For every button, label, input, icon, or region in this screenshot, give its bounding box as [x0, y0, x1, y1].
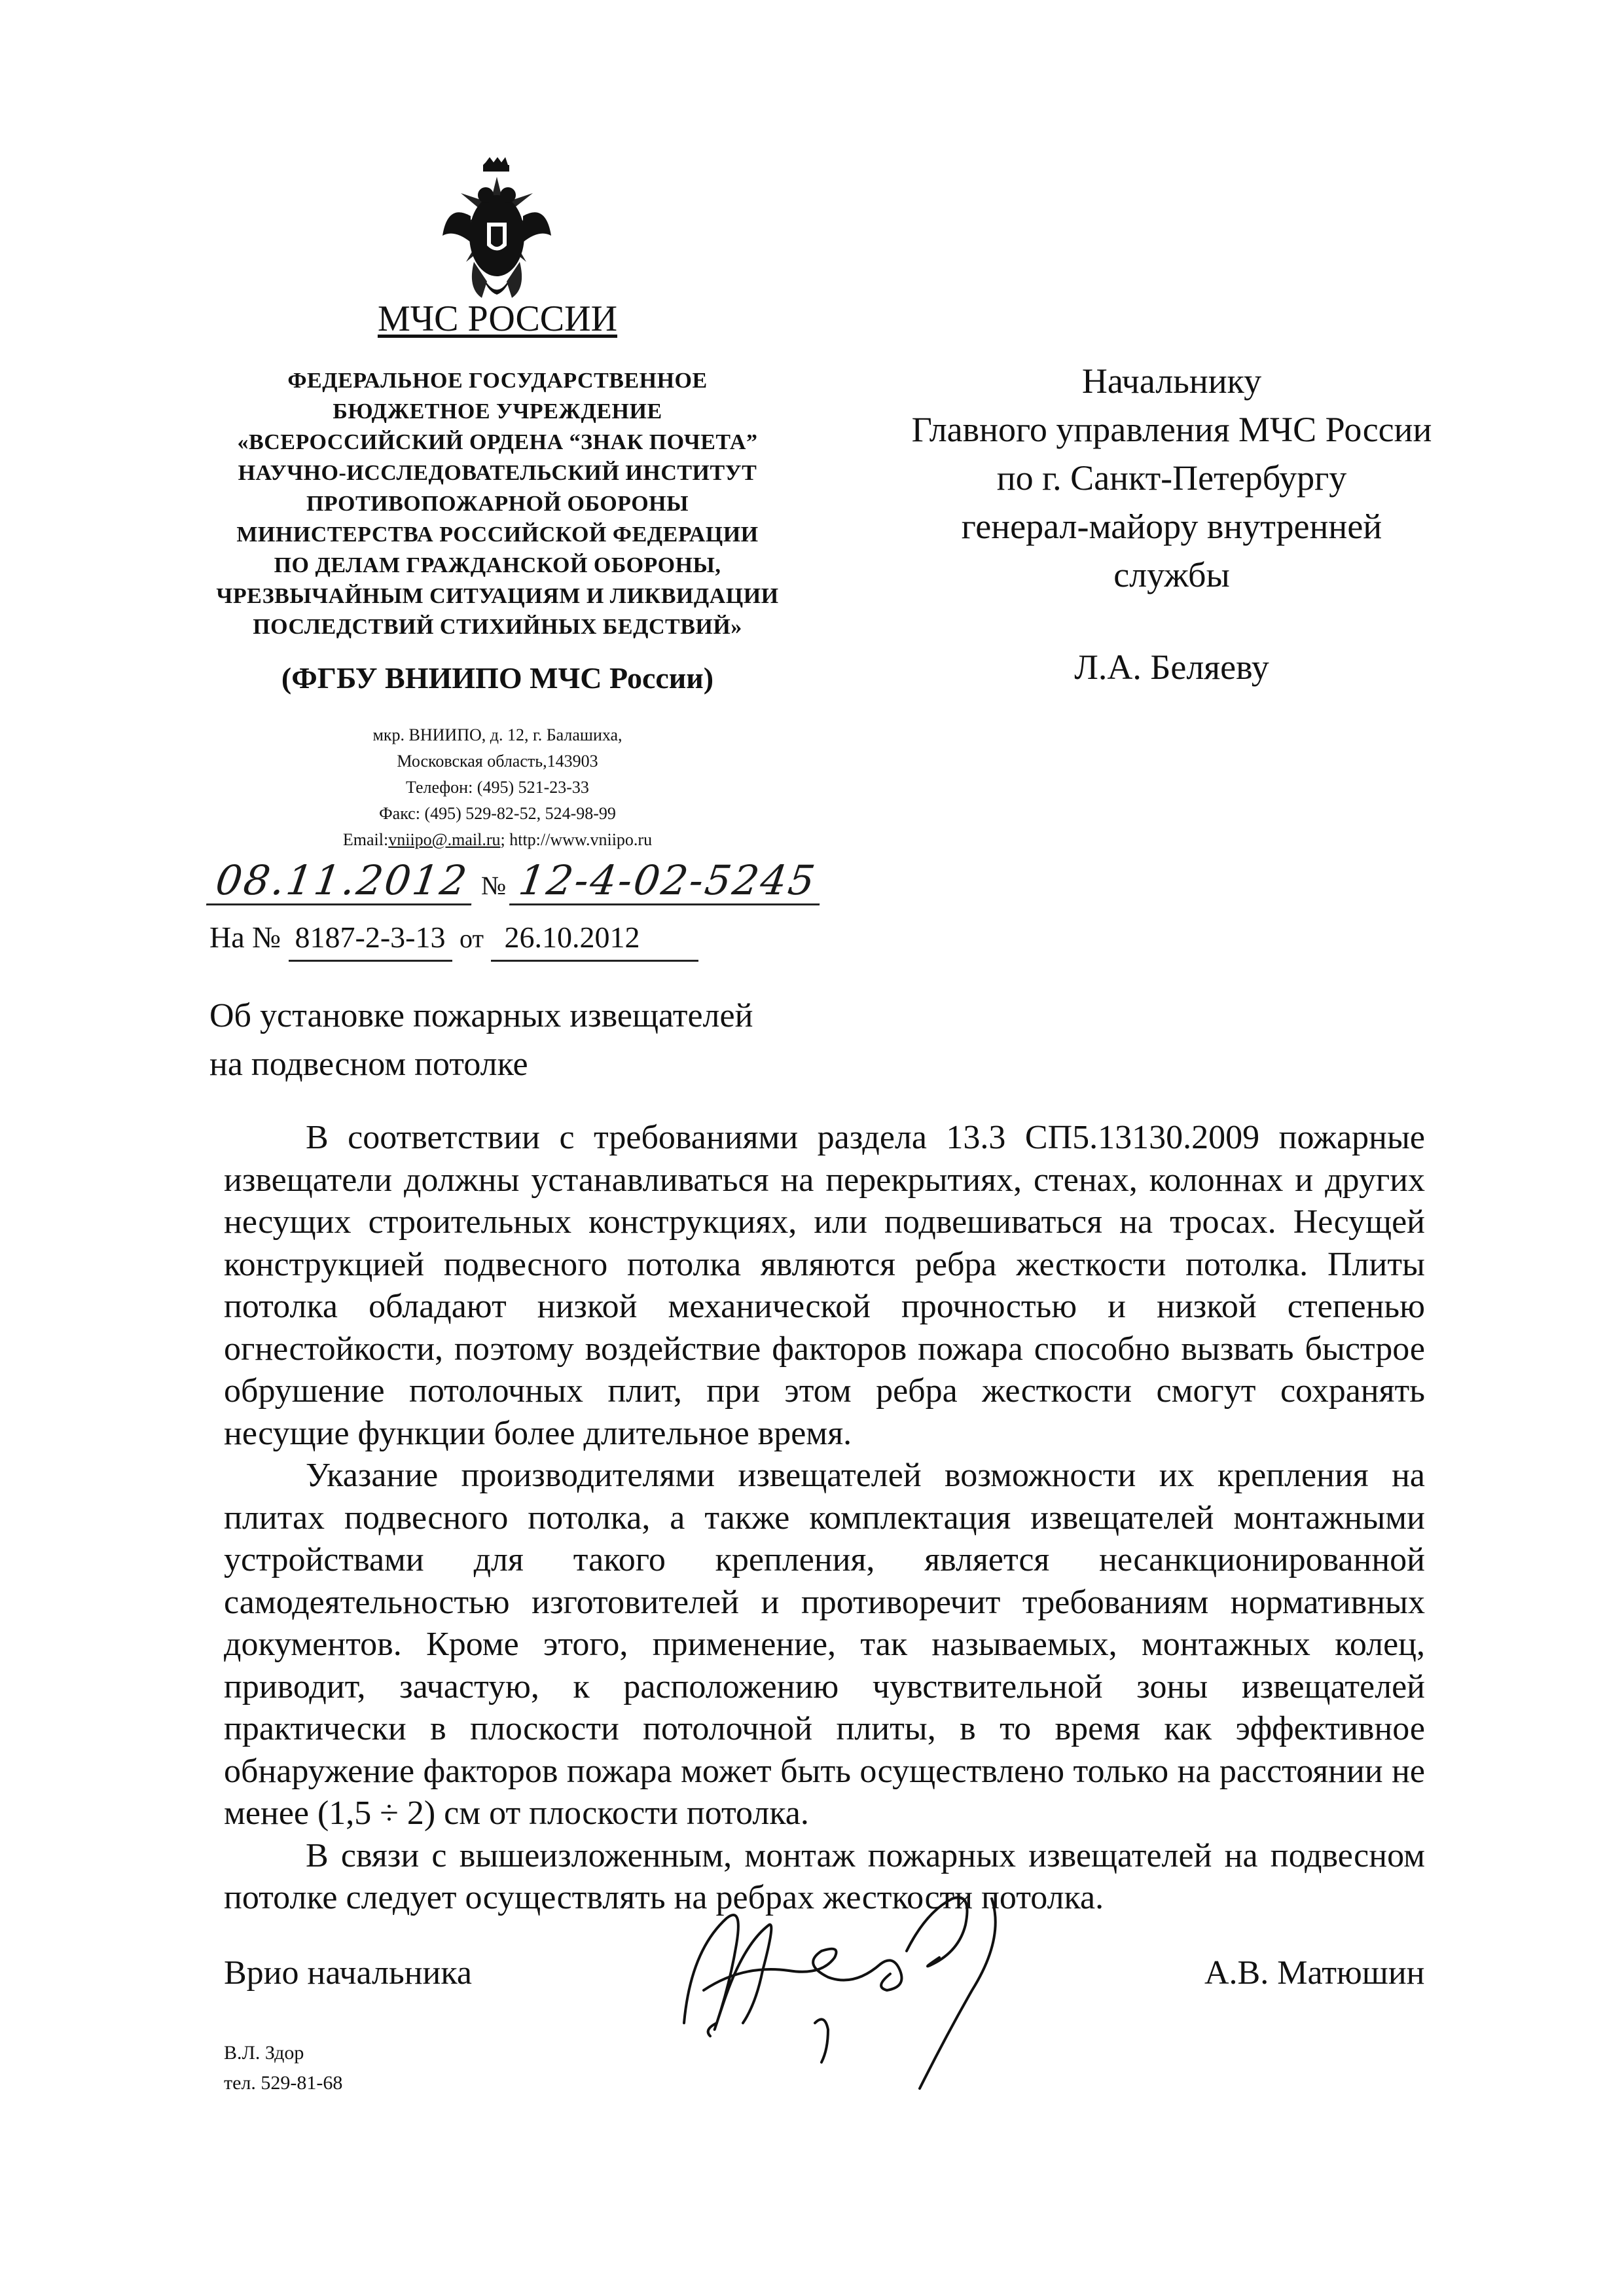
reply-number: 8187-2-3-13 — [289, 917, 452, 962]
organization-full-name — [196, 365, 799, 642]
addressee-block — [844, 357, 1499, 599]
org-line: ФЕДЕРАЛЬНОЕ ГОСУДАРСТВЕННОЕ — [287, 369, 708, 393]
addressee-line: Главного управления МЧС России — [911, 410, 1432, 449]
signatory-title: Врио начальника — [224, 1954, 472, 1992]
website-link[interactable]: ; http://www.vniipo.ru — [500, 830, 653, 849]
outgoing-date: 08.11.2012 — [206, 858, 478, 905]
email-link[interactable]: vniipo@.mail.ru — [388, 830, 501, 849]
email-label: Email: — [342, 830, 389, 849]
ministry-name: МЧС РОССИИ — [377, 299, 618, 339]
body-paragraph: Указание производителями извещателей возможности их крепления на плитах подвесного потолка, а также комплектация извещателей монтажными устройствами для такого крепления, является несанкционированной самодеятельностью изготовителей и противоречит требованиям нормативных документов. Кроме этого, применение, так называемых, монтажных колец, приводит, зачастую, к расположению чувствительной зоны извещателей практически в плоскости потолочной плиты, в то время как эффективное обнаружение факторов пожара может быть осуществлено только на расстоянии не менее (1,5 ÷ 2) см от плоскости потолка. — [224, 1457, 1425, 1832]
executor-phone: тел. 529-81-68 — [224, 2072, 343, 2094]
org-line: «ВСЕРОССИЙСКИЙ ОРДЕНА “ЗНАК ПОЧЕТА” — [237, 430, 758, 454]
addressee-line: по г. Санкт-Петербургу — [996, 458, 1347, 498]
letter-subject — [209, 992, 864, 1089]
subject-line: на подвесном потолке — [209, 1046, 528, 1083]
addressee-line: генерал-майору внутренней — [961, 507, 1382, 546]
letter-body — [224, 1117, 1425, 1920]
org-line: ПОСЛЕДСТВИЙ СТИХИЙНЫХ БЕДСТВИЙ» — [253, 615, 742, 639]
executor-block — [224, 2038, 342, 2098]
body-paragraph: В связи с вышеизложенным, монтаж пожарных извещателей на подвесном потолке следует осуществлять на ребрах жесткости потолка. — [224, 1836, 1425, 1916]
reply-date: 26.10.2012 — [491, 917, 698, 962]
executor-name: В.Л. Здор — [224, 2042, 304, 2064]
addressee-line: Начальнику — [1081, 361, 1262, 401]
org-line: ПРОТИВОПОЖАРНОЙ ОБОРОНЫ — [306, 492, 689, 516]
signatory-name: А.В. Матюшин — [1204, 1954, 1425, 1992]
outgoing-number: 12-4-02-5245 — [509, 858, 826, 905]
organization-short-name: (ФГБУ ВНИИПО МЧС России) — [281, 661, 714, 695]
org-line: ПО ДЕЛАМ ГРАЖДАНСКОЙ ОБОРОНЫ, — [274, 553, 721, 577]
handwritten-signature — [664, 1872, 1031, 2108]
contact-block — [262, 722, 733, 853]
addressee-name: Л.А. Беляеву — [1074, 647, 1269, 687]
region-line: Московская область,143903 — [397, 752, 598, 771]
fax-line: Факс: (495) 529-82-52, 524-98-99 — [379, 804, 616, 823]
email-line — [262, 827, 733, 853]
addressee-line: службы — [1113, 555, 1230, 594]
outgoing-registration — [209, 858, 864, 910]
reply-reference — [209, 917, 864, 962]
org-line: ЧРЕЗВЫЧАЙНЫМ СИТУАЦИЯМ И ЛИКВИДАЦИИ — [216, 584, 779, 608]
phone-line: Телефон: (495) 521-23-33 — [406, 778, 589, 797]
reply-label: На № — [209, 920, 281, 954]
address-line: мкр. ВНИИПО, д. 12, г. Балашиха, — [372, 725, 623, 744]
org-line: МИНИСТЕРСТВА РОССИЙСКОЙ ФЕДЕРАЦИИ — [236, 522, 759, 547]
body-paragraph: В соответствии с требованиями раздела 13.3 СП5.13130.2009 пожарные извещатели должны устанавливаться на перекрытиях, стенах, колоннах и других несущих строительных конструкциях, или подвешиваться на тросах. Несущей конструкцией подвесного потолка являются ребра жесткости потолка. Плиты потолка обладают низкой механической прочностью и низкой степенью огнестойкости, поэтому воздействие факторов пожара способно вызвать быстрое обрушение потолочных плит, при этом ребра жесткости смогут сохранять несущие функции более длительное время. — [224, 1119, 1425, 1452]
emblem-icon — [435, 157, 559, 308]
org-line: НАУЧНО-ИССЛЕДОВАТЕЛЬСКИЙ ИНСТИТУТ — [238, 461, 757, 485]
reply-from-label: от — [460, 924, 484, 953]
org-line: БЮДЖЕТНОЕ УЧРЕЖДЕНИЕ — [333, 399, 662, 424]
number-label: № — [481, 871, 507, 900]
subject-line: Об установке пожарных извещателей — [209, 997, 753, 1034]
